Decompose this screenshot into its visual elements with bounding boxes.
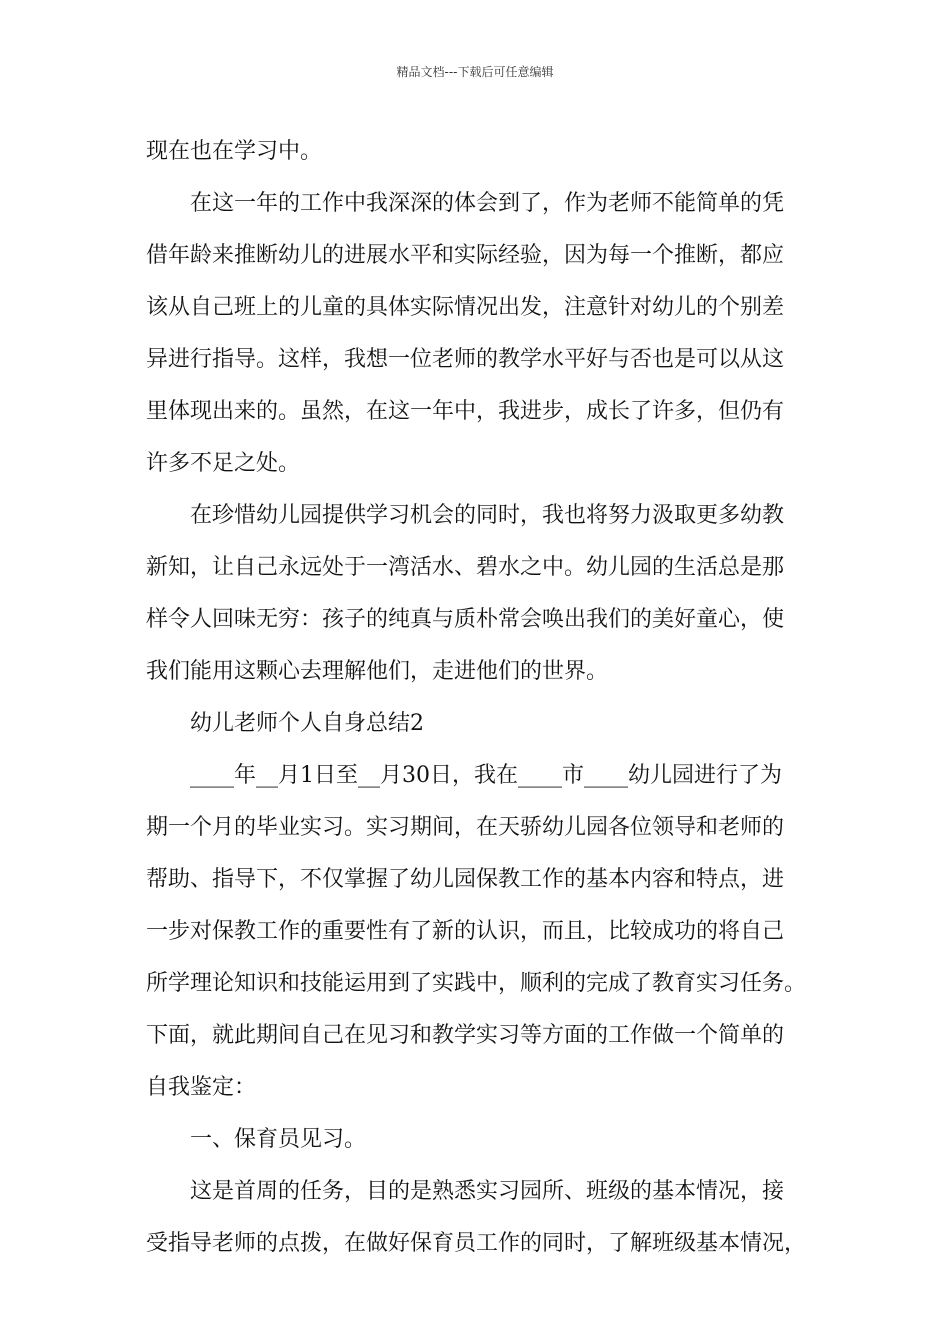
text-line: 该从自己班上的儿童的具体实际情况出发，注意针对幼儿的个别差	[146, 295, 785, 320]
paragraph-start-line: 在珍惜幼儿园提供学习机会的同时，我也将努力汲取更多幼教	[190, 503, 785, 528]
text-line: 现在也在学习中。	[146, 139, 323, 164]
text-line: 所学理论知识和技能运用到了实践中，顺利的完成了教育实习任务。	[146, 971, 807, 996]
text-line: 受指导老师的点拨，在做好保育员工作的同时，了解班级基本情况，	[146, 1231, 807, 1256]
text-line: 新知，让自己永远处于一湾活水、碧水之中。幼儿园的生活总是那	[146, 555, 785, 580]
text-line: 一步对保教工作的重要性有了新的认识，而且，比较成功的将自己	[146, 919, 785, 944]
document-body	[146, 126, 822, 1270]
text-line: 样令人回味无穷：孩子的纯真与质朴常会唤出我们的美好童心，使	[146, 607, 785, 632]
text-line: 借年龄来推断幼儿的进展水平和实际经验，因为每一个推断，都应	[146, 243, 785, 268]
text-line: 期一个月的毕业实习。实习期间，在天骄幼儿园各位领导和老师的	[146, 815, 785, 840]
section-title: 幼儿老师个人自身总结2	[190, 711, 424, 736]
text-line: 下面，就此期间自己在见习和教学实习等方面的工作做一个简单的	[146, 1023, 785, 1048]
paragraph-start-line: 在这一年的工作中我深深的体会到了，作为老师不能简单的凭	[190, 191, 785, 216]
paragraph-start-line: 这是首周的任务，目的是熟悉实习园所、班级的基本情况，接	[190, 1179, 785, 1204]
text-line: 异进行指导。这样，我想一位老师的教学水平好与否也是可以从这	[146, 347, 785, 372]
text-line: 许多不足之处。	[146, 451, 301, 476]
subsection-heading: 一、保育员见习。	[190, 1127, 367, 1152]
text-line: 里体现出来的。虽然，在这一年中，我进步，成长了许多，但仍有	[146, 399, 785, 424]
text-line: 帮助、指导下，不仅掌握了幼儿园保教工作的基本内容和特点，进	[146, 867, 785, 892]
text-line: 自我鉴定：	[146, 1075, 257, 1100]
text-line: 我们能用这颗心去理解他们，走进他们的世界。	[146, 659, 609, 684]
paragraph-start-line: ____年__月1日至__月30日，我在____市____幼儿园进行了为	[190, 763, 782, 788]
page-header: 精品文档---下载后可任意编辑	[396, 65, 554, 79]
